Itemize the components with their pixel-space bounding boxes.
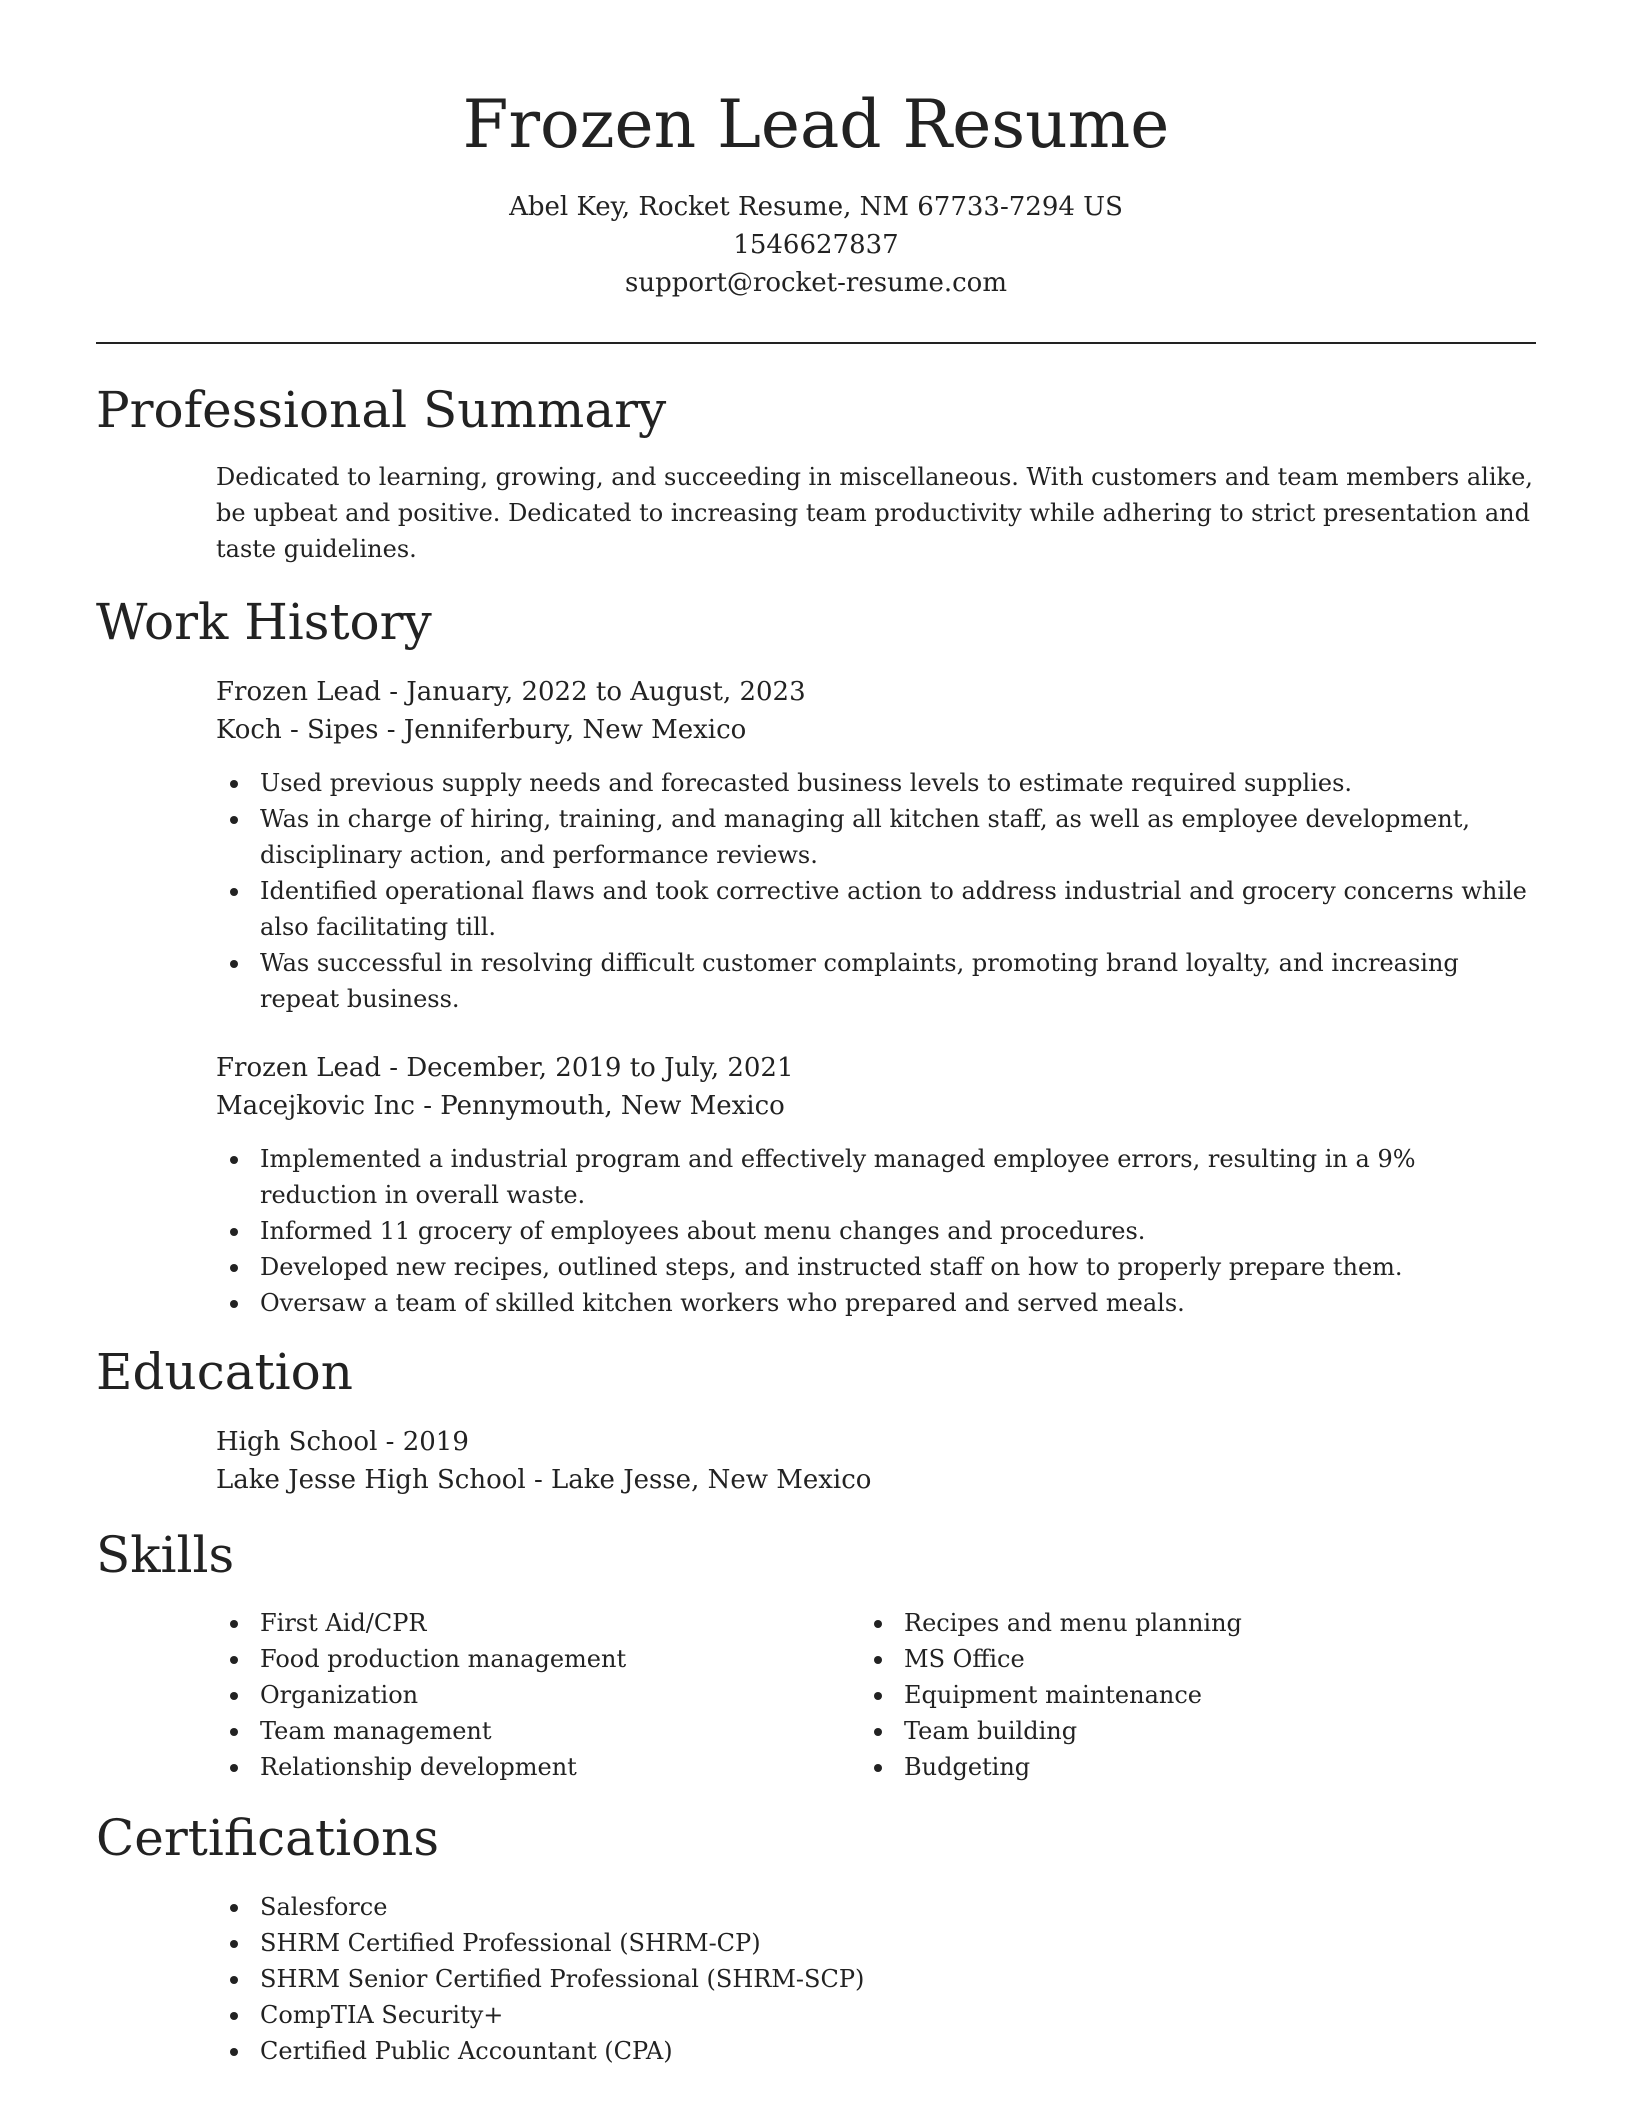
list-item: Identified operational flaws and took corrective action to address industrial and grocery concerns while also facilitating till. bbox=[216, 873, 1536, 945]
contact-info bbox=[96, 188, 1536, 302]
header-divider bbox=[96, 342, 1536, 344]
skills-heading: Skills bbox=[96, 1526, 235, 1584]
education-location: - Lake Jesse, New Mexico bbox=[525, 1465, 872, 1495]
certifications-section bbox=[216, 1889, 1536, 2069]
list-item: Team building bbox=[860, 1713, 1480, 1749]
list-item: Team management bbox=[216, 1713, 836, 1749]
education-degree: High School bbox=[216, 1427, 378, 1457]
contact-email: support@rocket-resume.com bbox=[624, 268, 1007, 298]
list-item: Organization bbox=[216, 1677, 836, 1713]
summary-heading: Professional Summary bbox=[96, 381, 667, 439]
list-item: SHRM Certified Professional (SHRM-CP) bbox=[216, 1925, 1536, 1961]
education-degree-line bbox=[216, 1423, 1536, 1461]
resume-title: Frozen Lead Resume bbox=[462, 86, 1170, 163]
education-heading: Education bbox=[96, 1343, 353, 1401]
job-company: Macejkovic Inc bbox=[216, 1091, 415, 1121]
list-item: MS Office bbox=[860, 1641, 1480, 1677]
job-company-line bbox=[216, 711, 1536, 749]
summary-text: Dedicated to learning, growing, and succeeding in miscellaneous. With customers and team members alike, be upbeat and positive. Dedicated to increasing team productivity while adhering to strict presentation and taste guidelines. bbox=[216, 463, 1533, 563]
contact-phone: 1546627837 bbox=[733, 230, 899, 260]
list-item: Recipes and menu planning bbox=[860, 1605, 1480, 1641]
list-item: Implemented a industrial program and effectively managed employee errors, resulting in a 9% reduction in overall waste. bbox=[216, 1141, 1536, 1213]
job-title-line bbox=[216, 673, 1536, 711]
list-item: Relationship development bbox=[216, 1749, 836, 1785]
job-dates: - January, 2022 to August, 2023 bbox=[381, 677, 806, 707]
list-item: Was in charge of hiring, training, and managing all kitchen staff, as well as employee development, disciplinary action, and performance reviews. bbox=[216, 801, 1536, 873]
list-item: Salesforce bbox=[216, 1889, 1536, 1925]
list-item: Oversaw a team of skilled kitchen workers who prepared and served meals. bbox=[216, 1285, 1536, 1321]
list-item: Informed 11 grocery of employees about menu changes and procedures. bbox=[216, 1213, 1536, 1249]
job-title: Frozen Lead bbox=[216, 677, 382, 707]
job-title-line bbox=[216, 1049, 1536, 1087]
list-item: SHRM Senior Certified Professional (SHRM-SCP) bbox=[216, 1961, 1536, 1997]
contact-address: Abel Key, Rocket Resume, NM 67733-7294 US bbox=[509, 192, 1123, 222]
work-history-heading: Work History bbox=[96, 593, 432, 651]
list-item: Equipment maintenance bbox=[860, 1677, 1480, 1713]
certifications-list bbox=[216, 1889, 1536, 2069]
resume-header bbox=[96, 80, 1536, 302]
job-bullets bbox=[216, 1141, 1536, 1321]
job-company: Koch - Sipes bbox=[216, 715, 379, 745]
education-year: - 2019 bbox=[377, 1427, 469, 1457]
list-item: Food production management bbox=[216, 1641, 836, 1677]
job-bullets bbox=[216, 765, 1536, 1017]
skills-list-left bbox=[216, 1605, 836, 1785]
job-dates: - December, 2019 to July, 2021 bbox=[381, 1053, 794, 1083]
list-item: Was successful in resolving difficult customer complaints, promoting brand loyalty, and increasing repeat business. bbox=[216, 945, 1536, 1017]
list-item: Developed new recipes, outlined steps, and instructed staff on how to properly prepare them. bbox=[216, 1249, 1536, 1285]
certifications-heading: Certifications bbox=[96, 1809, 440, 1867]
job-company-line bbox=[216, 1087, 1536, 1125]
skills-list-right bbox=[860, 1605, 1480, 1785]
job-location: - Jenniferbury, New Mexico bbox=[378, 715, 747, 745]
list-item: Budgeting bbox=[860, 1749, 1480, 1785]
list-item: First Aid/CPR bbox=[216, 1605, 836, 1641]
summary-section bbox=[216, 459, 1536, 567]
skills-section bbox=[216, 1605, 1536, 1795]
job-entry bbox=[216, 1049, 1536, 1321]
education-school: Lake Jesse High School bbox=[216, 1465, 526, 1495]
job-location: - Pennymouth, New Mexico bbox=[414, 1091, 785, 1121]
list-item: Used previous supply needs and forecasted business levels to estimate required supplies. bbox=[216, 765, 1536, 801]
education-entry bbox=[216, 1423, 1536, 1499]
job-title: Frozen Lead bbox=[216, 1053, 382, 1083]
education-school-line bbox=[216, 1461, 1536, 1499]
list-item: Certified Public Accountant (CPA) bbox=[216, 2033, 1536, 2069]
job-entry bbox=[216, 673, 1536, 1017]
list-item: CompTIA Security+ bbox=[216, 1997, 1536, 2033]
